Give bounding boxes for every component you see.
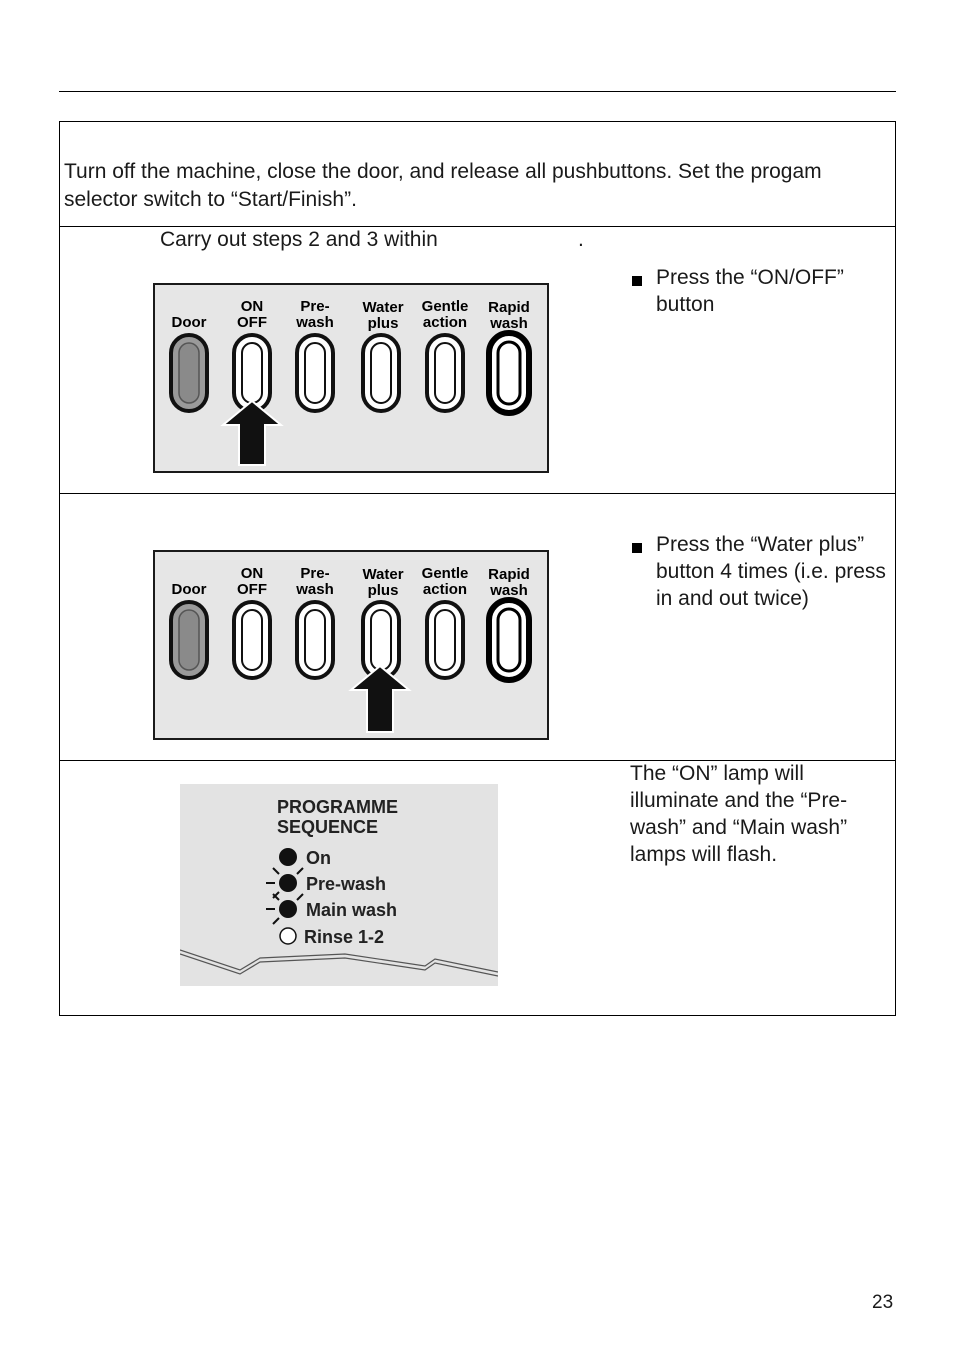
btn-label-line1: Gentle	[421, 565, 469, 582]
btn-label-line2: action	[422, 314, 468, 331]
header-rule	[59, 91, 896, 92]
result-text: The “ON” lamp will illuminate and the “Pre-wash” and “Main wash” lamps will flash.	[630, 762, 848, 866]
btn-label-line1: ON	[240, 565, 264, 582]
step2-instruction: Press the “Water plus” button 4 times (i.e. press in and out twice)	[656, 533, 886, 610]
btn-label-line2: action	[422, 581, 468, 598]
btn-label-line1: Rapid	[488, 566, 530, 583]
programme-sequence-drawing	[180, 784, 498, 986]
row-divider	[60, 493, 895, 494]
lamp-off-icon	[280, 928, 296, 944]
btn-label-line1: Pre-	[300, 565, 330, 582]
btn-label-line1: Rapid	[488, 299, 530, 316]
bullet-icon	[632, 543, 642, 553]
btn-label-line2: OFF	[237, 581, 267, 598]
lamp-label: Main wash	[306, 900, 398, 920]
btn-label-line2: Door	[171, 314, 207, 331]
btn-label-line2: plus	[367, 582, 399, 599]
lamp-label: Pre-wash	[306, 874, 387, 894]
step-note-end: .	[578, 228, 584, 251]
step-note: Carry out steps 2 and 3 within	[160, 228, 438, 251]
control-panel-drawing	[155, 285, 547, 471]
control-panel-drawing	[155, 552, 547, 738]
button-labels	[172, 298, 530, 332]
lamp-label: On	[306, 848, 331, 868]
press-arrow-icon	[351, 666, 409, 732]
btn-label-line2: wash	[490, 315, 528, 332]
btn-label-line1: Water	[362, 299, 404, 316]
button-labels	[172, 565, 530, 599]
page-number: 23	[872, 1292, 894, 1313]
sequence-title-line2: SEQUENCE	[277, 817, 379, 837]
btn-label-line1: Water	[362, 566, 404, 583]
programme-sequence-panel	[180, 784, 498, 986]
sequence-title-line1: PROGRAMME	[277, 797, 398, 817]
btn-label-line2: wash	[296, 314, 334, 331]
btn-label-line1: Pre-	[300, 298, 330, 315]
intro-text: Turn off the machine, close the door, and release all pushbuttons. Set the progam selector switch to “Start/Finish”.	[64, 160, 822, 211]
lamp-flashing-icon	[266, 868, 303, 898]
btn-label-line1: Gentle	[421, 298, 469, 315]
btn-label-line2: Door	[171, 581, 207, 598]
lamp-flashing-icon	[266, 894, 303, 924]
btn-label-line2: wash	[490, 582, 528, 599]
bullet-icon	[632, 276, 642, 286]
btn-label-line2: OFF	[237, 314, 267, 331]
control-panel-step2	[153, 550, 549, 740]
press-arrow-icon	[223, 401, 281, 465]
lamp-on-icon	[279, 848, 297, 866]
btn-label-line2: plus	[367, 315, 399, 332]
instruction-table	[59, 121, 896, 1016]
lamp-label: Rinse 1-2	[304, 927, 385, 947]
btn-label-line1: ON	[240, 298, 264, 315]
btn-label-line2: wash	[296, 581, 334, 598]
control-panel-step1	[153, 283, 549, 473]
torn-edge-icon	[180, 950, 498, 986]
step1-instruction: Press the “ON/OFF” button	[656, 266, 844, 316]
